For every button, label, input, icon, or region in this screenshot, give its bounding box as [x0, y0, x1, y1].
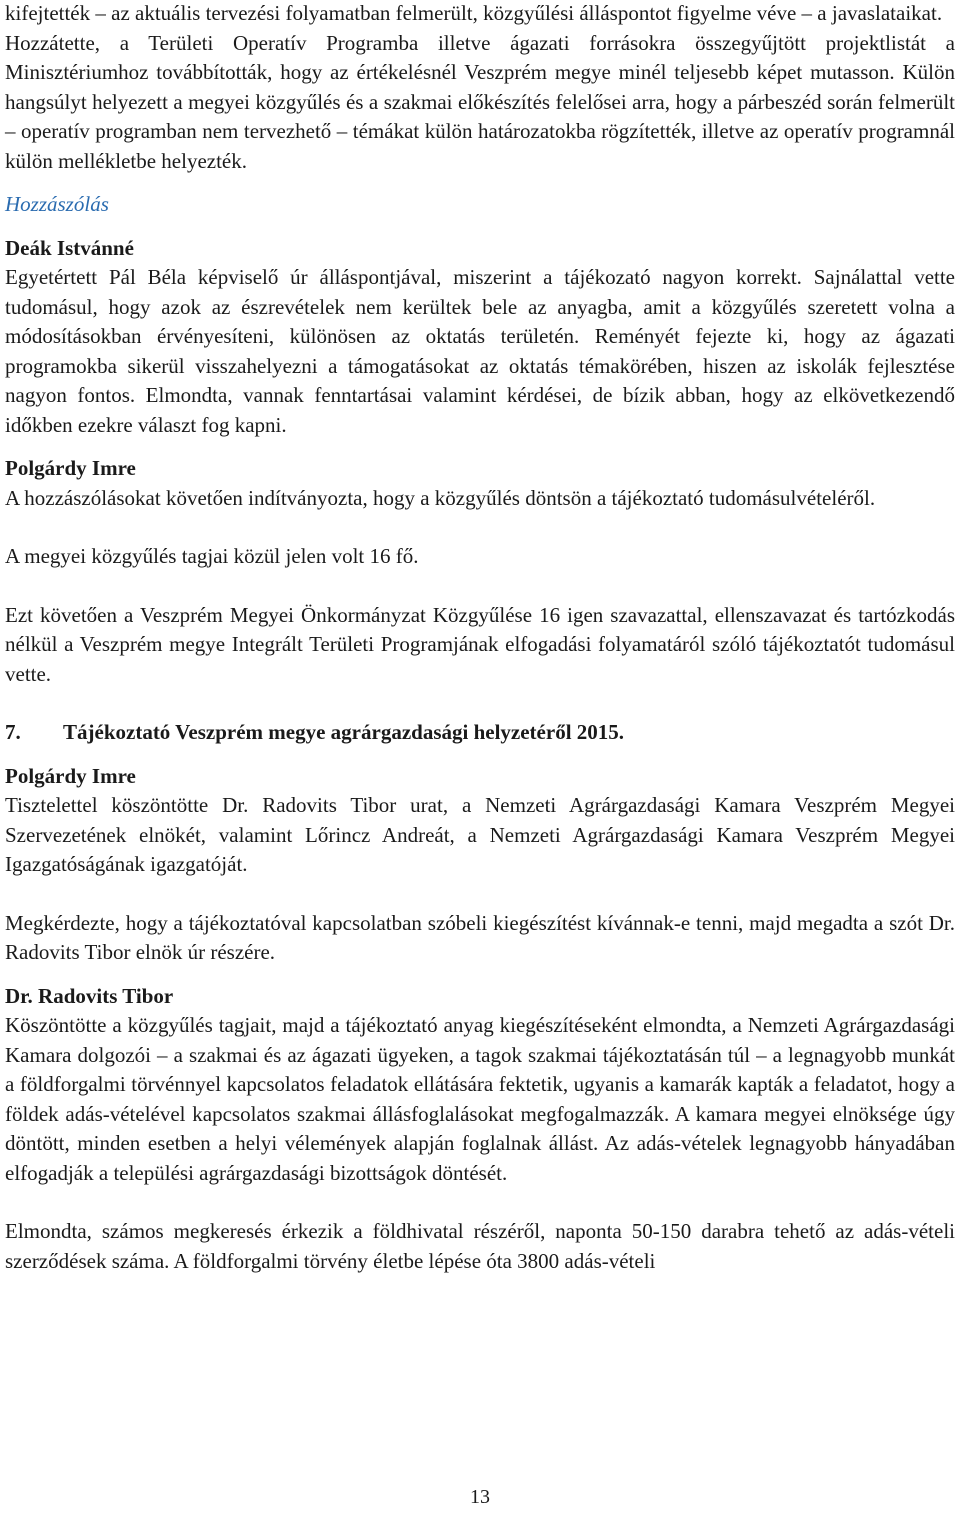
paragraph-greeting: Tisztelettel köszöntötte Dr. Radovits Tibor urat, a Nemzeti Agrárgazdasági Kamara Veszprém Megyei Szervezetének elnökét, valamint Lőrincz Andreát, a Nemzeti Agrárgazdasági Kamara Veszprém Megyei Igazgatóságának igazgatóját.	[5, 793, 955, 876]
speaker-name-radovits: Dr. Radovits Tibor	[5, 983, 174, 1008]
paragraph-deak-comment: Egyetértett Pál Béla képviselő úr álláspontjával, miszerint a tájékozató nagyon korrekt. Sajnálattal vette tudomásul, hogy azok az észrevételek nem kerültek bele az anyagba, amit a közgyűlés szeretett volna a módosításokban érvényesíteni, különösen az oktatás területén. Reményét fejezte ki, hogy az ágazati programokba sikerül visszahelyezni a támogatásokat az oktatás témakörében, hiszen az iskolák fejlesztése nagyon fontos. Elmondta, vannak fenntartásai valamint kérdései, de bízik abban, hogy az elkövetkezendő időkben ezekre választ fog kapni.	[5, 265, 955, 437]
speaker-name-polgardy: Polgárdy Imre	[5, 456, 136, 480]
document-page	[5, 0, 955, 1276]
page-number: 13	[470, 1486, 490, 1508]
paragraph-land-office: Elmondta, számos megkeresés érkezik a földhivatal részéről, naponta 50-150 darabra tehető az adás-vételi szerződések száma. A földforgalmi törvény életbe lépése óta 3800 adás-vételi	[5, 1219, 955, 1273]
paragraph-vote-result: Ezt követően a Veszprém Megyei Önkormányzat Közgyűlése 16 igen szavazattal, ellenszavazat és tartózkodás nélkül a Veszprém megye Integrált Területi Programjának elfogadási folyamatáról szóló tájékoztatót tudomásul vette.	[5, 602, 955, 686]
paragraph-question: Megkérdezte, hogy a tájékoztatóval kapcsolatban szóbeli kiegészítést kívánnak-e tenni, majd megadta a szót Dr. Radovits Tibor elnök úr részére.	[5, 910, 955, 964]
paragraph-intro: kifejtették – az aktuális tervezési folyamatban felmerült, közgyűlési álláspontot figyelme véve – a javaslataikat.	[5, 1, 943, 25]
speaker-name-deak: Deák Istvánné	[5, 235, 134, 260]
paragraph-project-list: Hozzátette, a Területi Operatív Programba illetve ágazati forrásokra összegyűjtött projektlistát a Minisztériumhoz továbbították, hogy az értékelésnél Veszprém megye minél teljesebb képet mutasson. Külön hangsúlyt helyezett a megyei közgyűlés és a szakmai előkészítés felelősei arra, hogy a párbeszéd során felmerült – operatív programban nem tervezhető – témákat külön határozatokba rögzítették, illetve az operatív programnál külön mellékletbe helyezték.	[5, 30, 955, 173]
agenda-item-number: 7.	[5, 720, 21, 744]
agenda-item-text: Tájékoztató Veszprém megye agrárgazdasági helyzetéről 2015.	[63, 720, 625, 744]
section-heading-hozzaszolas: Hozzászólás	[5, 192, 109, 216]
paragraph-radovits-comment: Köszöntötte a közgyűlés tagjait, majd a tájékoztató anyag kiegészítéseként elmondta, a Nemzeti Agrárgazdasági Kamara dolgozói – a szakmai és az ágazati ügyeken, a tagok szakmai tájékoztatásán túl – a legnagyobb munkát a földforgalmi törvénnyel kapcsolatos feladatok ellátására fektetik, ugyanis a kamarák kapták a feladatot, hogy a földek adás-vételével kapcsolatos szakmai állásfoglalásokat megfogalmazzák. A kamara megyei elnöksége úgy döntött, minden esetben a helyi vélemények alapján foglalnak állást. Az adás-vételek legnagyobb hányadában elfogadják a települési agrárgazdasági bizottságok döntését.	[5, 1013, 955, 1185]
agenda-item-title	[5, 718, 955, 748]
paragraph-motion: A hozzászólásokat követően indítványozta, hogy a közgyűlés döntsön a tájékoztató tudomásulvételéről.	[5, 485, 876, 510]
speaker-name-polgardy-2: Polgárdy Imre	[5, 763, 136, 788]
paragraph-attendance: A megyei közgyűlés tagjai közül jelen volt 16 fő.	[5, 544, 419, 568]
